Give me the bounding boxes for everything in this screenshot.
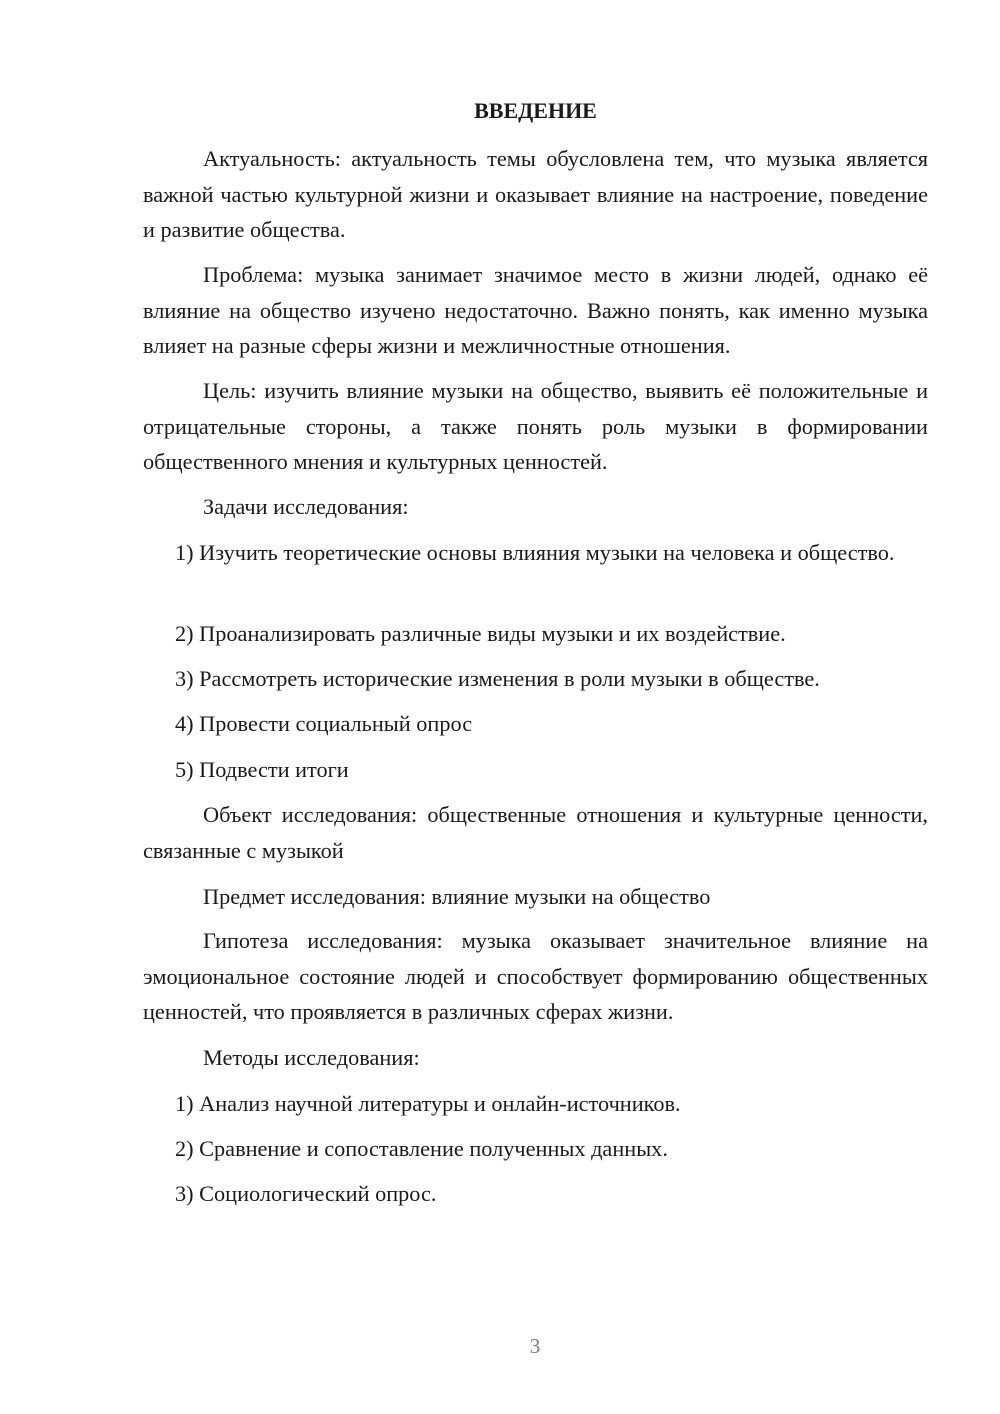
task-item-3: 3) Рассмотреть исторические изменения в роли музыки в обществе. <box>175 666 820 691</box>
problem-paragraph: Проблема: музыка занимает значимое место в жизни людей, однако её влияние на общество изучено недостаточно. Важно понять, как именно музыка влияет на разные сферы жизни и межличностные отношения. <box>143 262 928 358</box>
subject-paragraph: Предмет исследования: влияние музыки на общество <box>203 884 711 909</box>
task-item-1: 1) Изучить теоретические основы влияния музыки на человека и общество. <box>175 540 895 565</box>
method-item-1: 1) Анализ научной литературы и онлайн-источников. <box>175 1091 681 1116</box>
object-paragraph: Объект исследования: общественные отношения и культурные ценности, связанные с музыкой <box>143 802 928 863</box>
section-title: ВВЕДЕНИЕ <box>474 98 597 123</box>
methods-heading: Методы исследования: <box>203 1045 420 1070</box>
method-item-2: 2) Сравнение и сопоставление полученных данных. <box>175 1136 668 1161</box>
goal-paragraph: Цель: изучить влияние музыки на общество, выявить её положительные и отрицательные стороны, а также понять роль музыки в формировании общественного мнения и культурных ценностей. <box>143 378 928 474</box>
task-item-2: 2) Проанализировать различные виды музыки и их воздействие. <box>175 621 786 646</box>
task-item-4: 4) Провести социальный опрос <box>175 711 473 736</box>
tasks-heading: Задачи исследования: <box>203 494 409 519</box>
relevance-paragraph: Актуальность: актуальность темы обусловлена тем, что музыка является важной частью культурной жизни и оказывает влияние на настроение, поведение и развитие общества. <box>143 146 928 242</box>
hypothesis-paragraph: Гипотеза исследования: музыка оказывает значительное влияние на эмоциональное состояние людей и способствует формированию общественных ценностей, что проявляется в различных сферах жизни. <box>143 928 928 1024</box>
page-number: 3 <box>529 1334 541 1358</box>
task-item-5: 5) Подвести итоги <box>175 757 349 782</box>
method-item-3: 3) Социологический опрос. <box>175 1181 437 1206</box>
